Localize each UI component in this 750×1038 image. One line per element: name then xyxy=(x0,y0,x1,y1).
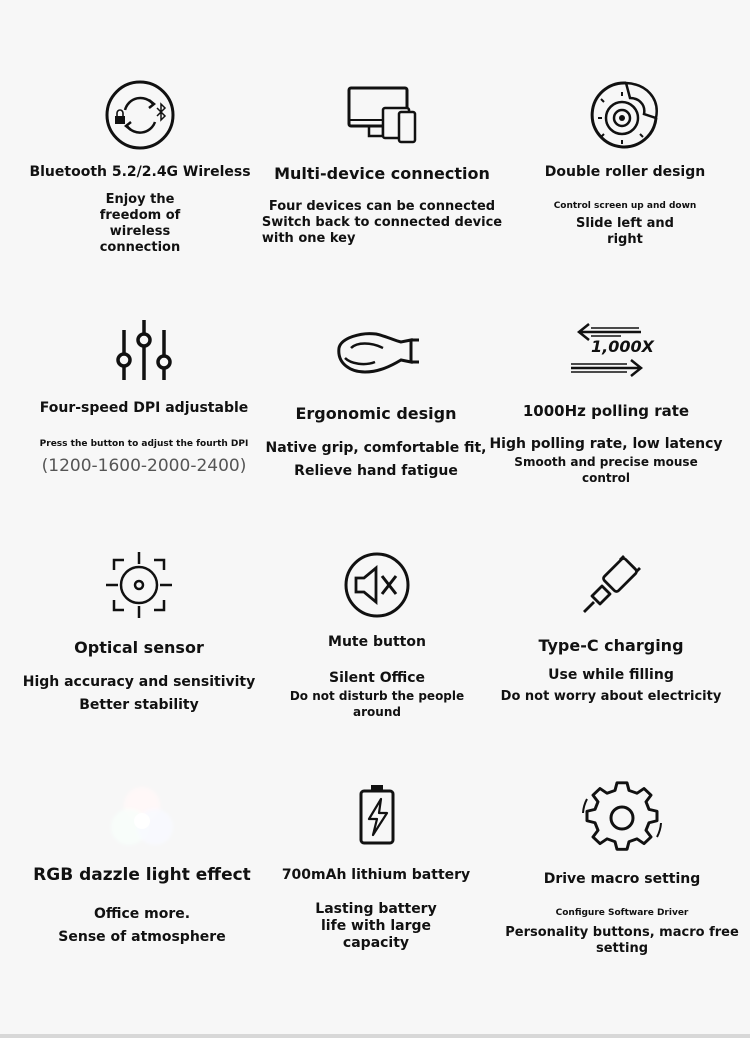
feature-desc: High polling rate, low latency Smooth and precise mouse control xyxy=(489,436,723,485)
feature-battery xyxy=(251,783,501,1013)
dpi-sliders-icon xyxy=(109,318,179,388)
feature-mute-button xyxy=(252,550,502,780)
feature-title: Ergonomic design xyxy=(295,404,457,423)
optical-sensor-icon xyxy=(104,550,174,620)
gear-settings-icon xyxy=(587,783,657,853)
feature-ergonomic xyxy=(251,318,501,548)
feature-title: 700mAh lithium battery xyxy=(281,867,471,883)
feature-title: Optical sensor xyxy=(74,638,204,657)
feature-desc: Office more. Sense of atmosphere xyxy=(58,906,226,945)
feature-title: Drive macro setting xyxy=(543,871,701,887)
feature-title: RGB dazzle light effect xyxy=(33,865,251,885)
feature-desc: Press the button to adjust the fourth DPI (1200-1600-2000-2400) xyxy=(39,439,249,476)
feature-type-c xyxy=(486,550,736,780)
feature-desc: Lasting battery life with large capacity xyxy=(315,901,437,951)
feature-optical-sensor xyxy=(14,550,264,780)
hand-grip-icon xyxy=(341,318,411,388)
feature-title: Mute button xyxy=(328,634,426,650)
feature-title: 1000Hz polling rate xyxy=(522,402,690,420)
feature-desc: Configure Software Driver Personality buttons, macro free setting xyxy=(505,908,739,956)
usb-c-cable-icon xyxy=(576,550,646,620)
svg-text:1,000X: 1,000X xyxy=(591,337,654,356)
feature-rgb xyxy=(17,783,267,1013)
feature-desc: Enjoy the freedom of wireless connection xyxy=(99,192,181,255)
multi-device-icon xyxy=(347,80,417,150)
feature-polling-rate xyxy=(481,318,731,548)
battery-icon xyxy=(341,783,411,853)
feature-desc: Control screen up and down Slide left and right xyxy=(553,201,697,247)
polling-rate-icon xyxy=(571,318,654,388)
feature-desc: Use while filling Do not worry about electricity xyxy=(500,667,722,704)
feature-title: Bluetooth 5.2/2.4G Wireless xyxy=(29,164,251,180)
feature-title: Double roller design xyxy=(544,164,706,180)
feature-dpi xyxy=(19,318,269,548)
feature-double-roller xyxy=(500,80,750,310)
page-bottom-divider xyxy=(0,1034,750,1038)
feature-macro xyxy=(497,783,747,1013)
rgb-light-icon xyxy=(107,783,177,853)
mute-icon xyxy=(342,550,412,620)
feature-title: Type-C charging xyxy=(538,636,684,655)
bluetooth-wireless-icon xyxy=(105,80,175,150)
feature-title: Multi-device connection xyxy=(274,164,490,183)
feature-title: Four-speed DPI adjustable xyxy=(39,400,249,416)
feature-desc: Silent Office Do not disturb the people around xyxy=(289,670,465,719)
feature-desc: High accuracy and sensitivity Better stability xyxy=(22,674,256,713)
feature-desc: Four devices can be connected Switch back to connected device with one key xyxy=(261,199,503,246)
feature-multi-device xyxy=(257,80,507,310)
feature-bluetooth xyxy=(15,80,265,310)
scroll-wheel-icon xyxy=(590,80,660,150)
feature-desc: Native grip, comfortable fit, Relieve hand fatigue xyxy=(265,440,487,479)
